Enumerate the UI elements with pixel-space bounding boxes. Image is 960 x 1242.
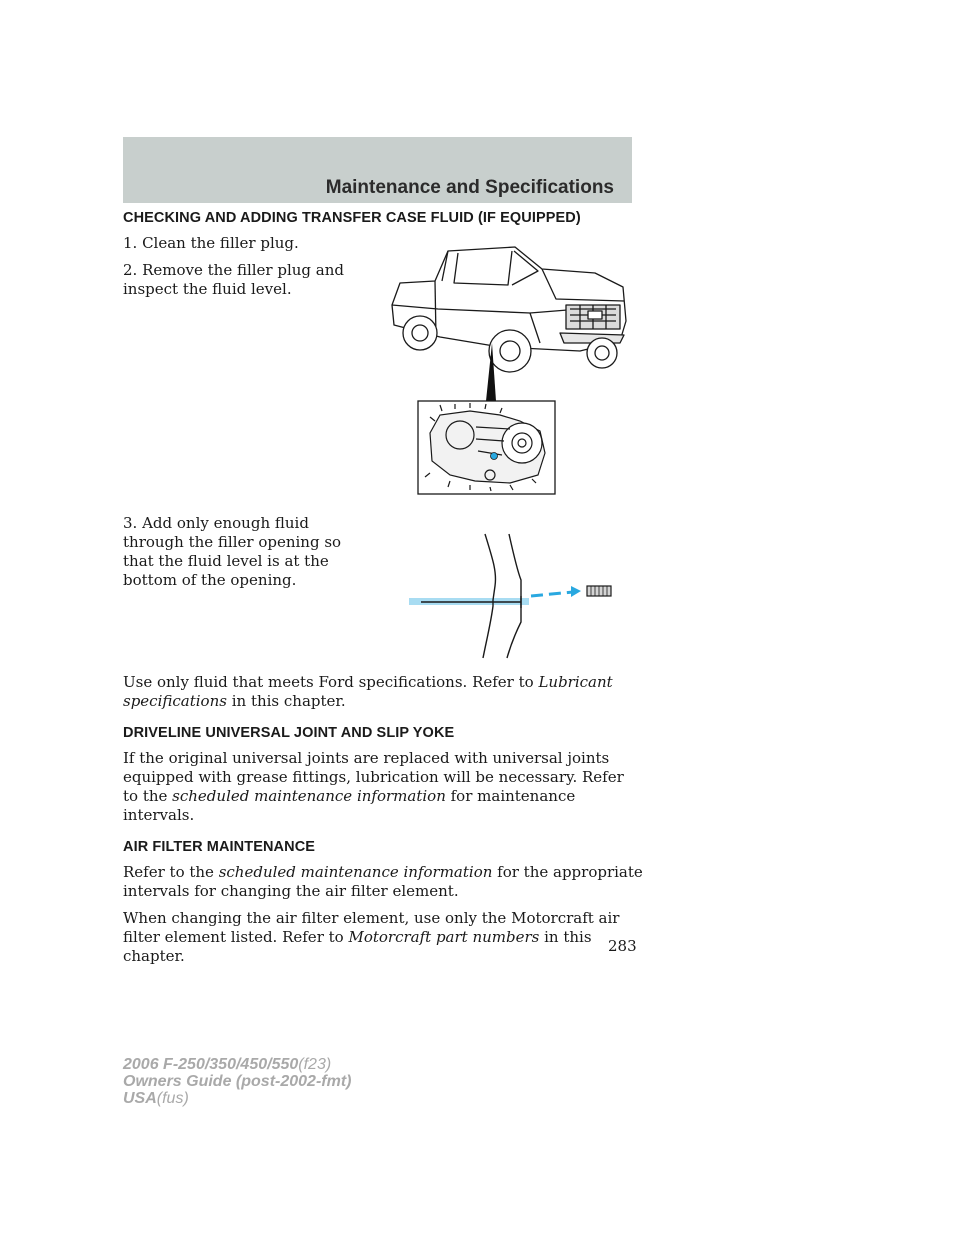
footer-model: 2006 F-250/350/450/550: [123, 1056, 299, 1073]
document-footer: [123, 1056, 351, 1107]
driveline-text: If the original universal joints are replaced with universal joints equipped with grease fittings, lubrication will be necessary. Refer to the scheduled maintenance information for maintenance intervals.: [123, 749, 624, 824]
page-number: 283: [608, 937, 637, 955]
section-header-band: [123, 137, 632, 203]
footer-region: USA: [123, 1090, 157, 1107]
scheduled-maintenance-reference-2: scheduled maintenance information: [218, 863, 493, 881]
section-title: Maintenance and Specifications: [325, 177, 614, 198]
footer-guide: Owners Guide (post-2002-fmt): [123, 1073, 352, 1090]
footer-region-code: (fus): [156, 1090, 189, 1107]
motorcraft-part-reference: Motorcraft part numbers: [348, 928, 540, 946]
scheduled-maintenance-reference: scheduled maintenance information: [172, 787, 446, 805]
transfer-case-heading: CHECKING AND ADDING TRANSFER CASE FLUID (IF EQUIPPED): [123, 210, 581, 226]
page-content: [123, 210, 643, 966]
driveline-heading: DRIVELINE UNIVERSAL JOINT AND SLIP YOKE: [123, 725, 455, 741]
air-filter-text-2: When changing the air filter element, use only the Motorcraft air filter element listed. Refer to Motorcraft part numbers in this chapter.: [123, 909, 620, 965]
step-add-fluid: 3. Add only enough fluid through the filler opening so that the fluid level is at the bottom of the opening.: [123, 514, 342, 589]
lubricant-spec-reference: Lubricant specifications: [123, 673, 613, 710]
fluid-spec-note: Use only fluid that meets Ford specifications. Refer to Lubricant specifications in this chapter.: [123, 673, 613, 710]
step-remove-plug: 2. Remove the filler plug and inspect the fluid level.: [123, 261, 345, 298]
footer-model-code: (f23): [298, 1056, 332, 1073]
air-filter-heading: AIR FILTER MAINTENANCE: [123, 839, 316, 855]
air-filter-text-1: Refer to the scheduled maintenance information for the appropriate intervals for changing the air filter element.: [123, 863, 643, 900]
step-clean-plug: 1. Clean the filler plug.: [123, 234, 299, 252]
